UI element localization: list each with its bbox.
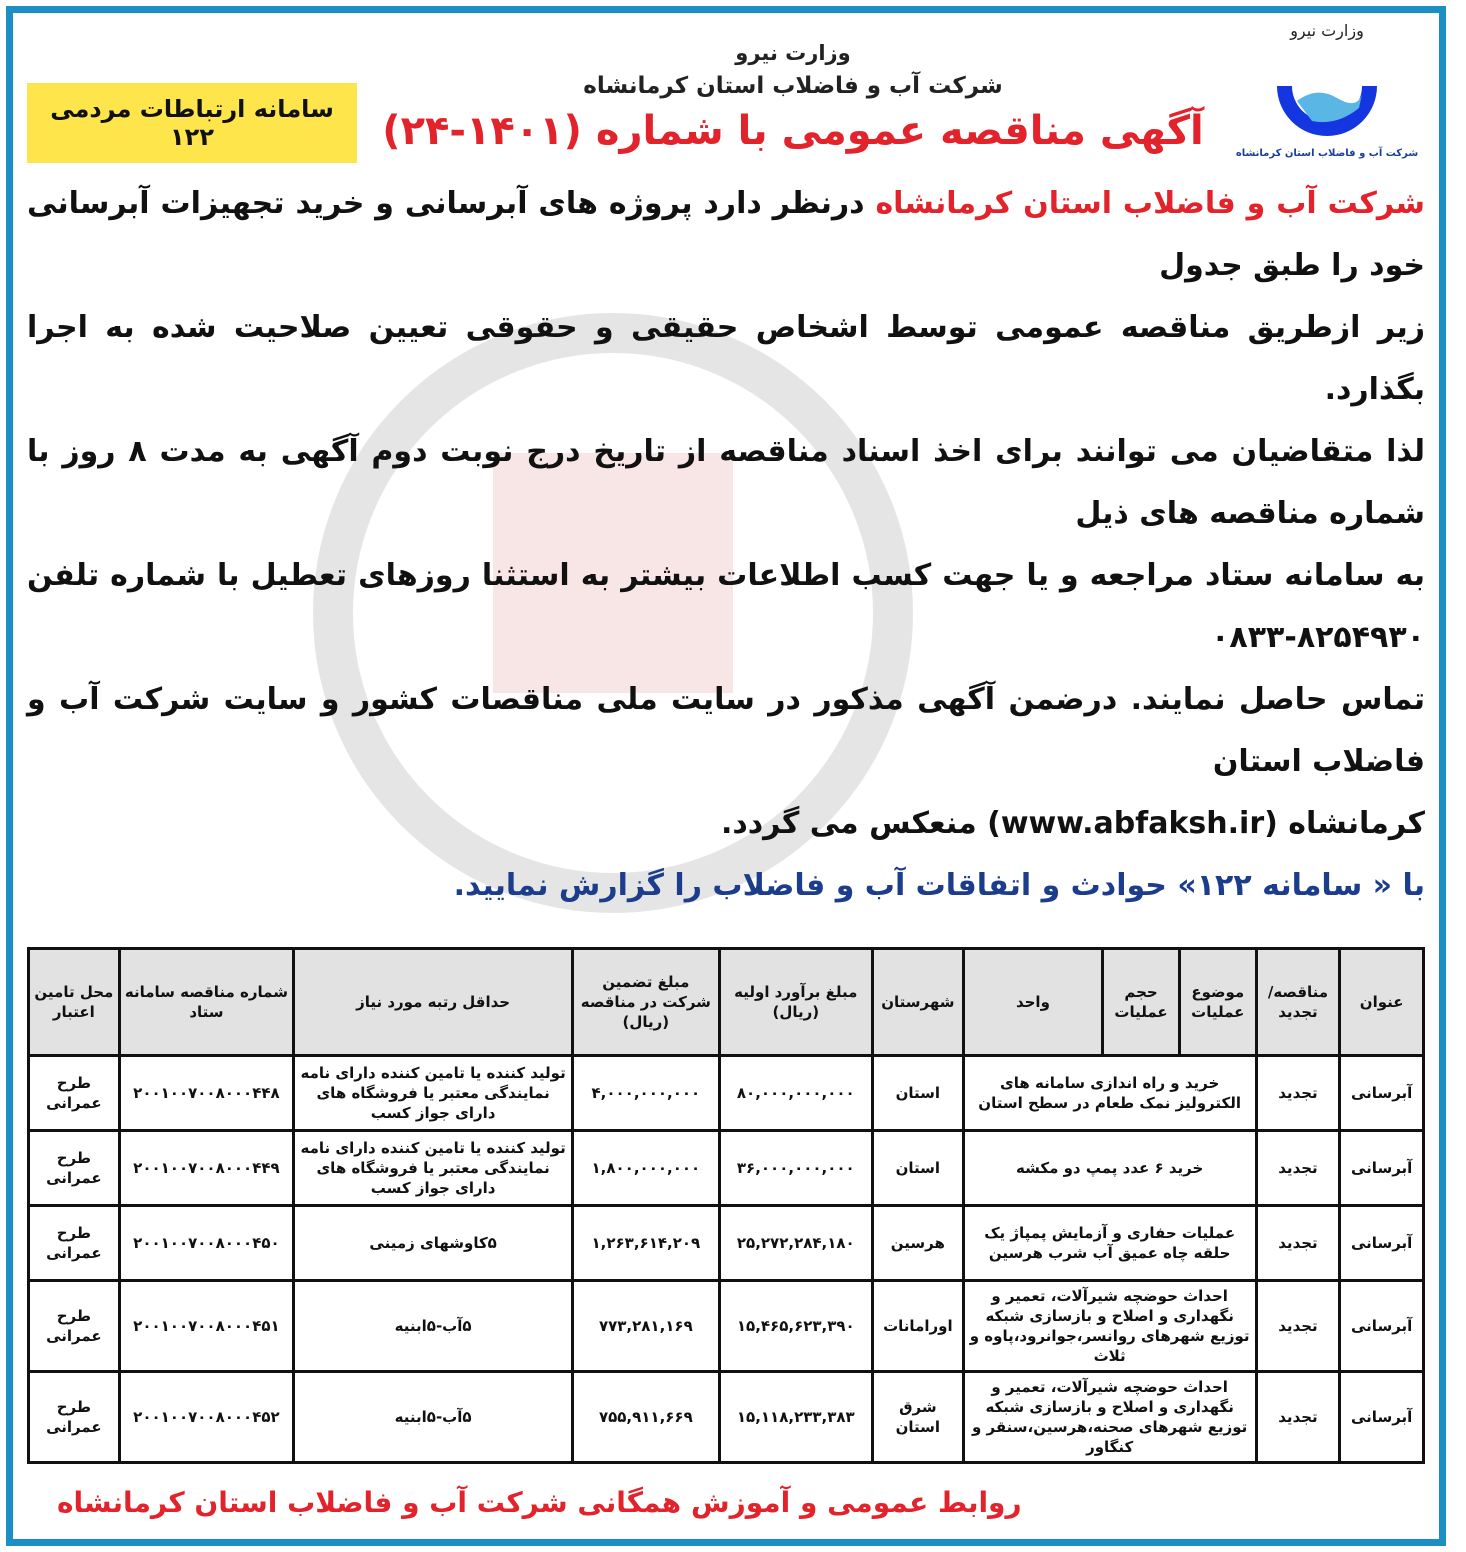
body-line-1 [27,173,1425,297]
ministry-heading: وزارت نیرو [735,41,851,65]
company-logo [1229,21,1425,159]
water-drop-logo-icon [1267,46,1387,146]
table-cell: تجدید [1256,1281,1340,1372]
table-cell: ۲۰۰۱۰۰۷۰۰۸۰۰۰۴۴۸ [119,1056,293,1131]
table-cell: تولید کننده یا تامین کننده دارای نامه نمایندگی معتبر یا فروشگاه های دارای جواز کسب [294,1131,573,1206]
column-header: حداقل رتبه مورد نیاز [294,949,573,1056]
company-name-highlight: شرکت آب و فاضلاب استان کرمانشاه [875,186,1425,221]
table-row [29,1056,1424,1131]
table-cell: احداث حوضچه شیرآلات، تعمیر و نگهداری و اصلاح و بازسازی شبکه توزیع شهرهای روانسر،جوانرود،پاوه و ثلاث [963,1281,1256,1372]
table-cell: ۳۶,۰۰۰,۰۰۰,۰۰۰ [719,1131,872,1206]
table-cell: آبرسانی [1340,1281,1424,1372]
column-header: موضوع عملیات [1179,949,1256,1056]
table-cell: ۵آب-۵ابنیه [294,1372,573,1463]
table-cell: طرح عمرانی [29,1281,120,1372]
table-cell: آبرسانی [1340,1131,1424,1206]
table-header-row [29,949,1424,1056]
body-line-5: تماس حاصل نمایند. درضمن آگهی مذکور در سایت ملی مناقصات کشور و سایت شرکت آب و فاضلاب استان [27,682,1425,779]
logo-ministry: وزارت نیرو [1290,21,1364,40]
footer-signature: روابط عمومی و آموزش همگانی شرکت آب و فاضلاب استان کرمانشاه [57,1486,1022,1519]
tender-table [27,947,1425,1464]
table-cell: آبرسانی [1340,1056,1424,1131]
report-line: با « سامانه ۱۲۲» حوادث و اتفاقات آب و فاضلاب را گزارش نمایید. [453,868,1425,903]
announcement-body [27,173,1425,917]
table-cell: طرح عمرانی [29,1372,120,1463]
table-cell: عملیات حفاری و آزمایش پمپاژ یک حلقه چاه عمیق آب شرب هرسین [963,1206,1256,1281]
table-cell: ۱۵,۱۱۸,۲۳۳,۳۸۳ [719,1372,872,1463]
column-header: مبلغ برآورد اولیه (ریال) [719,949,872,1056]
body-line-4: به سامانه ستاد مراجعه و یا جهت کسب اطلاعات بیشتر به استثنا روزهای تعطیل با شماره تلفن ۸۲۵۴۹۳۰-۰۸۳۳ [27,558,1425,655]
table-cell: آبرسانی [1340,1206,1424,1281]
table-cell: تجدید [1256,1056,1340,1131]
table-cell: خرید ۶ عدد پمپ دو مکشه [963,1131,1256,1206]
table-cell: طرح عمرانی [29,1131,120,1206]
column-header: شهرستان [873,949,964,1056]
table-cell: آبرسانی [1340,1372,1424,1463]
hotline-badge: سامانه ارتباطات مردمی ۱۲۲ [27,83,357,163]
body-line-3: لذا متقاضیان می توانند برای اخذ اسناد مناقصه از تاریخ درج نوبت دوم آگهی به مدت ۸ روز با شماره مناقصه های ذیل [27,434,1425,531]
column-header: مناقصه/ تجدید [1256,949,1340,1056]
table-cell: ۷۷۳,۲۸۱,۱۶۹ [573,1281,719,1372]
table-cell: ۱۵,۴۶۵,۶۲۳,۳۹۰ [719,1281,872,1372]
column-header: محل تامین اعتبار [29,949,120,1056]
column-header: مبلغ تضمین شرکت در مناقصه (ریال) [573,949,719,1056]
table-cell: طرح عمرانی [29,1206,120,1281]
table-cell: ۵آب-۵ابنیه [294,1281,573,1372]
ad-frame [6,6,1446,1546]
body-line-2: زیر ازطریق مناقصه عمومی توسط اشخاص حقیقی و حقوقی تعیین صلاحیت شده به اجرا بگذارد. [27,310,1425,407]
table-row [29,1372,1424,1463]
column-header: شماره مناقصه سامانه ستاد [119,949,293,1056]
table-cell: ۸۰,۰۰۰,۰۰۰,۰۰۰ [719,1056,872,1131]
table-cell: تجدید [1256,1372,1340,1463]
table-cell: تجدید [1256,1206,1340,1281]
table-cell: ۵کاوشهای زمینی [294,1206,573,1281]
table-cell: تجدید [1256,1131,1340,1206]
column-header: عنوان [1340,949,1424,1056]
table-cell: تولید کننده یا تامین کننده دارای نامه نمایندگی معتبر یا فروشگاه های دارای جواز کسب [294,1056,573,1131]
table-cell: استان [873,1131,964,1206]
column-header: واحد [963,949,1103,1056]
table-cell: ۴,۰۰۰,۰۰۰,۰۰۰ [573,1056,719,1131]
table-cell: ۲۵,۲۷۲,۲۸۴,۱۸۰ [719,1206,872,1281]
body-line-6: کرمانشاه (www.abfaksh.ir) منعکس می گردد. [720,806,1425,841]
table-cell: ۱,۲۶۳,۶۱۴,۲۰۹ [573,1206,719,1281]
tender-title: آگهی مناقصه عمومی با شماره (۱۴۰۱-۲۴) [382,108,1204,154]
table-cell: ۷۵۵,۹۱۱,۶۶۹ [573,1372,719,1463]
header-area [27,21,1425,163]
table-cell: طرح عمرانی [29,1056,120,1131]
table-cell: ۱,۸۰۰,۰۰۰,۰۰۰ [573,1131,719,1206]
table-cell: هرسین [873,1206,964,1281]
table-cell: استان [873,1056,964,1131]
table-cell: خرید و راه اندازی سامانه های الکترولیز نمک طعام در سطح استان [963,1056,1256,1131]
column-header: حجم عملیات [1103,949,1180,1056]
table-cell: ۲۰۰۱۰۰۷۰۰۸۰۰۰۴۵۱ [119,1281,293,1372]
table-cell: ۲۰۰۱۰۰۷۰۰۸۰۰۰۴۵۰ [119,1206,293,1281]
table-cell: ۲۰۰۱۰۰۷۰۰۸۰۰۰۴۴۹ [119,1131,293,1206]
company-heading: شرکت آب و فاضلاب استان کرمانشاه [583,73,1003,99]
body-line-1-text: درنظر دارد پروژه های آبرسانی و خرید تجهیزات آبرسانی خود را طبق جدول [27,186,1425,283]
logo-caption: شرکت آب و فاضلاب استان کرمانشاه [1235,148,1419,159]
table-cell: ۲۰۰۱۰۰۷۰۰۸۰۰۰۴۵۲ [119,1372,293,1463]
table-row [29,1131,1424,1206]
table-cell: احداث حوضچه شیرآلات، تعمیر و نگهداری و اصلاح و بازسازی شبکه توزیع شهرهای صحنه،هرسین،سنقر و کنگاور [963,1372,1256,1463]
table-cell: اورامانات [873,1281,964,1372]
table-cell: شرق استان [873,1372,964,1463]
table-row [29,1281,1424,1372]
table-row [29,1206,1424,1281]
